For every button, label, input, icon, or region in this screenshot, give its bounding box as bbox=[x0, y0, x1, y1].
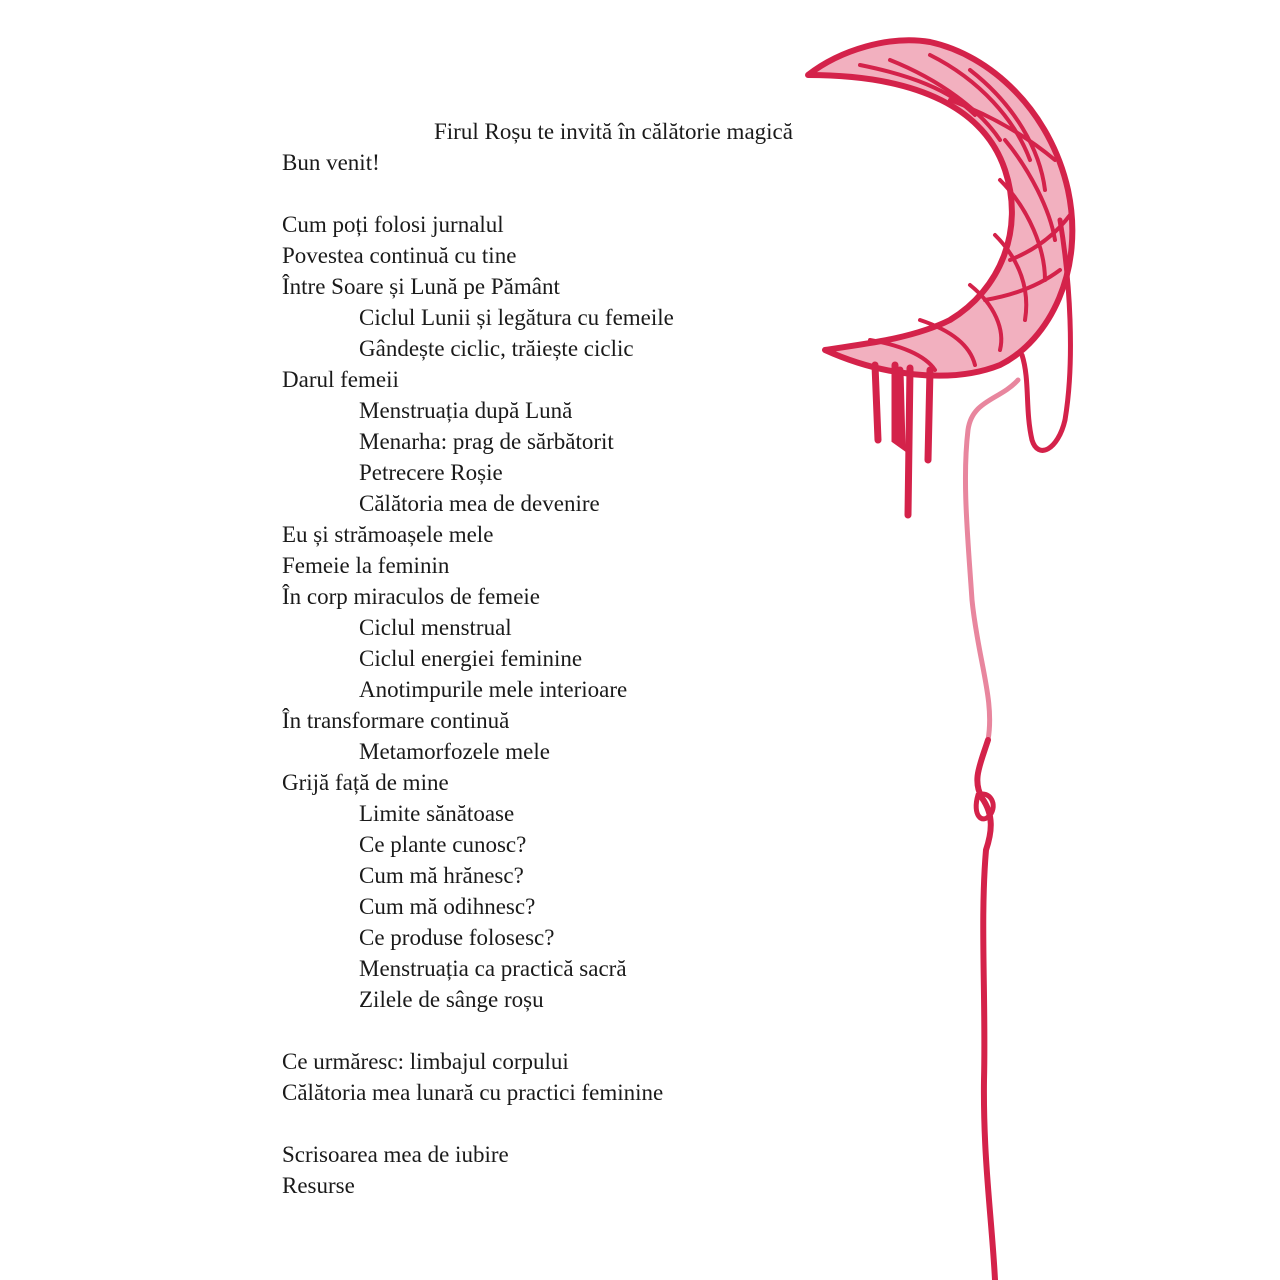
toc-entry: Călătoria mea lunară cu practici feminine bbox=[282, 1080, 664, 1105]
page-title: Firul Roșu te invită în călătorie magică bbox=[434, 119, 793, 144]
toc-entry: Menstruația după Lună bbox=[359, 398, 573, 423]
toc-entry: Povestea continuă cu tine bbox=[282, 243, 517, 268]
toc-entry: Cum poți folosi jurnalul bbox=[282, 212, 504, 237]
toc-entry: Călătoria mea de devenire bbox=[359, 491, 600, 516]
toc-entry: În corp miraculos de femeie bbox=[282, 584, 540, 609]
toc-entry: Ciclul Lunii și legătura cu femeile bbox=[359, 305, 674, 330]
toc-entry: Petrecere Roșie bbox=[359, 460, 503, 485]
toc-entry: Scrisoarea mea de iubire bbox=[282, 1142, 509, 1167]
toc-entry: Anotimpurile mele interioare bbox=[359, 677, 628, 702]
toc-entry: Ce plante cunosc? bbox=[359, 832, 527, 857]
toc-entry: Ce urmăresc: limbajul corpului bbox=[282, 1049, 569, 1074]
toc-entry: Menstruația ca practică sacră bbox=[359, 956, 627, 981]
toc-entry: Între Soare și Lună pe Pământ bbox=[282, 274, 560, 299]
toc-entry: Eu și strămoașele mele bbox=[282, 522, 494, 547]
toc-entry: Resurse bbox=[282, 1173, 355, 1198]
moon-drips bbox=[875, 365, 930, 515]
toc-entry: Gândește ciclic, trăiește ciclic bbox=[359, 336, 634, 361]
toc-entry: Limite sănătoase bbox=[359, 801, 515, 826]
red-thread-light bbox=[965, 380, 1018, 740]
toc-entry: Ce produse folosesc? bbox=[359, 925, 555, 950]
toc-entry: Ciclul menstrual bbox=[359, 615, 512, 640]
toc-entry: Cum mă odihnesc? bbox=[359, 894, 536, 919]
toc-entry: Grijă față de mine bbox=[282, 770, 449, 795]
toc-entry: În transformare continuă bbox=[282, 708, 510, 733]
red-thread-dark bbox=[977, 740, 995, 1280]
toc-entry: Darul femeii bbox=[282, 367, 399, 392]
toc-entry: Bun venit! bbox=[282, 150, 380, 175]
moon-thread-illustration bbox=[800, 20, 1100, 1280]
toc-entry: Cum mă hrănesc? bbox=[359, 863, 524, 888]
toc-entry: Menarha: prag de sărbătorit bbox=[359, 429, 614, 454]
toc-entry: Metamorfozele mele bbox=[359, 739, 550, 764]
toc-entry: Femeie la feminin bbox=[282, 553, 450, 578]
toc-entry: Zilele de sânge roșu bbox=[359, 987, 544, 1012]
toc-entry: Ciclul energiei feminine bbox=[359, 646, 583, 671]
table-of-contents bbox=[282, 147, 674, 1201]
